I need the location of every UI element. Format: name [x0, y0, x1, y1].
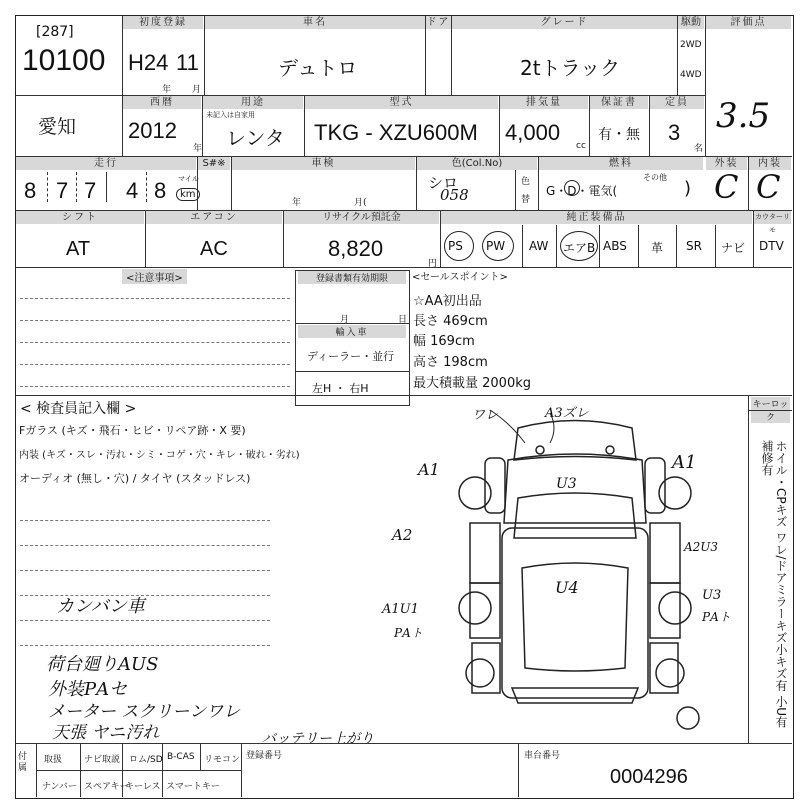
diagram-mark: A1U1 [382, 602, 419, 617]
mileage-digit: 7 [56, 178, 69, 203]
equip-sr-label: SR [686, 239, 702, 253]
reg-era: H24 [128, 50, 169, 75]
mileage-label: 走行 [16, 157, 196, 170]
shift-value: AT [66, 238, 91, 260]
diagram-mark: A2 [392, 526, 413, 544]
diagram-mark: U3 [702, 588, 722, 603]
inspector-interior: 内装 (キズ・スレ・汚れ・シミ・コゲ・穴・キレ・破れ・劣れ) [19, 450, 300, 461]
ac-value: AC [200, 238, 228, 260]
diagram-mark: ΡΑト [394, 626, 423, 640]
sales-point: 最大積載量 2000kg [413, 376, 531, 391]
color-label: 色(Col.No) [417, 157, 537, 170]
footer-label: キーレス [125, 782, 161, 792]
year: 2012 [128, 118, 177, 143]
drive-2wd: 2WD [680, 40, 702, 50]
recolor-top: 色 [521, 177, 531, 187]
hand-note: カンバン車 [56, 596, 145, 617]
fuel-close: ) [684, 178, 692, 199]
hand-note: メーター スクリーンワレ [48, 702, 241, 722]
grade-label: グレード [452, 16, 677, 29]
reg-no-label: 登録番号 [246, 751, 283, 761]
cutout-label: カウターリモ [755, 213, 790, 234]
color: シロ [428, 174, 459, 192]
footer-label: スペアキー [84, 782, 129, 792]
side-legend: ホイル・CPキズ ワレ/ドアミラーキズ小キズ有 小U有 補修有 [760, 440, 788, 729]
footer-label: 取扱 [44, 755, 63, 765]
hand-note: 天張 ヤニ汚れ [52, 723, 160, 743]
model-label: 型式 [305, 96, 498, 109]
import-label: 輸入車 [298, 325, 406, 338]
interior-label: 内装 [749, 157, 791, 170]
equip-aw-label: AW [529, 239, 549, 253]
fuel-diesel-circle [564, 180, 580, 196]
recycle-value: 8,820 [328, 236, 384, 261]
vehicle-diagram [400, 398, 745, 743]
usage-label: 用途 [203, 96, 303, 109]
displacement-label: 排気量 [500, 96, 588, 109]
sales-point: ☆AA初出品 [413, 294, 482, 309]
sales-point: 高さ 198cm [413, 355, 488, 370]
lot-prefix: [287] [36, 24, 74, 40]
caution-label: <注意事項> [122, 269, 187, 284]
mileage-digit: 4 [126, 178, 139, 203]
equip-abs-label: ABS [603, 239, 627, 253]
interior-grade: C [756, 168, 781, 206]
equip-navi-label: ナビ [721, 241, 746, 255]
accessories-label: 付属 [18, 752, 28, 773]
equip-label: 純正装備品 [441, 211, 752, 224]
west-label: 西暦 [123, 96, 201, 109]
reg-month: 11 [176, 50, 199, 75]
chassis-label: 車台番号 [524, 751, 561, 761]
recolor-bottom: 替 [521, 195, 531, 205]
diagram-mark: A1 [672, 452, 697, 473]
usage-note: 未記入は自家用 [206, 111, 255, 119]
chassis-number: 0004296 [610, 766, 688, 788]
grade: 2tトラック [520, 56, 621, 80]
door-label: ドア [426, 17, 451, 28]
meter-label: S#※ [198, 157, 230, 170]
reg-valid-label: 登録書類有効期限 [298, 271, 406, 284]
footer-label: スマートキー [166, 782, 220, 792]
footer-label: ナンバー [42, 782, 77, 792]
diagram-mark: A1 [418, 460, 440, 479]
warranty-label: 保証書 [590, 96, 648, 109]
equip-pw-label: PW [486, 239, 506, 253]
mileage-digit: 8 [154, 178, 167, 203]
inspector-glass: Fガラス (キズ・飛石・ヒビ・リペア跡・X 要) [19, 424, 246, 437]
mileage-digit: 8 [24, 178, 37, 203]
diagram-mark: U3 [556, 476, 577, 492]
drive-4wd: 4WD [680, 70, 702, 80]
insp-month-unit: 月( [354, 198, 367, 208]
footer-label: ナビ取説 [84, 755, 121, 765]
year-unit: 年 [193, 144, 203, 154]
shift-label: シフト [16, 211, 144, 224]
footer-label: B-CAS [167, 752, 195, 762]
handle-option: 左H ・ 右H [312, 382, 369, 395]
battery-note: バッテリー上がり [262, 731, 374, 747]
fuel-other: その他 [643, 173, 667, 182]
footer-label: リモコン [204, 755, 241, 765]
mileage-digit: 7 [84, 178, 97, 203]
reg-valid-month: 月 [340, 315, 350, 325]
diagram-mark: ΡΑト [702, 610, 731, 624]
car-name: デュトロ [278, 56, 358, 80]
drive-label: 駆動 [678, 16, 704, 29]
capacity-unit: 名 [694, 144, 704, 154]
score-value: 3.5 [716, 96, 771, 136]
diagram-mark: A3ズレ [545, 406, 589, 421]
reg-valid-day: 日 [398, 315, 408, 325]
inspection-label: 車検 [232, 157, 415, 170]
inspector-audio: オーディオ (無し・穴) / タイヤ (スタッドレス) [19, 472, 251, 485]
model: TKG - XZU600M [314, 120, 478, 145]
hand-note: 荷台廻りAUS [46, 654, 159, 675]
ac-label: エアコン [146, 211, 282, 224]
hand-note: 外装ΡΑセ [48, 679, 128, 700]
score-label: 評価点 [706, 16, 791, 29]
cc-unit: cc [576, 141, 586, 151]
displacement: 4,000 [505, 120, 561, 145]
fuel-label: 燃料 [539, 157, 703, 170]
equip-airbag-label: エアB [563, 241, 596, 255]
fuel-options: G・D・電気( [546, 184, 618, 198]
sales-label: <セールスポイント> [412, 272, 508, 283]
capacity-label: 定員 [650, 96, 704, 109]
sales-point: 幅 169cm [413, 334, 475, 349]
color-no: 058 [440, 186, 469, 204]
yen-unit: 円 [428, 259, 438, 269]
usage: レンタ [226, 126, 285, 150]
equip-leather-label: 革 [651, 241, 664, 255]
reg-year-unit: 年 [162, 85, 172, 95]
insp-year-unit: 年 [292, 198, 302, 208]
capacity: 3 [668, 120, 681, 145]
exterior-label: 外装 [706, 157, 747, 170]
diagram-mark: ワレ [472, 408, 499, 423]
diagram-mark: U4 [555, 578, 579, 597]
keylock-label: キーロック [751, 397, 790, 423]
reg-month-unit: 月 [192, 85, 202, 95]
first-reg-label: 初度登録 [123, 16, 203, 29]
equip-dtv-label: DTV [759, 239, 784, 253]
inspector-title: < 検査員記入欄 > [20, 401, 137, 417]
diagram-mark: A2U3 [684, 540, 719, 554]
mileage-unit: km [176, 188, 200, 201]
dealer-option: ディーラー・並行 [307, 350, 395, 363]
equip-ps-label: PS [448, 239, 463, 253]
car-name-label: 車名 [205, 16, 425, 29]
region: 愛知 [38, 116, 77, 138]
recycle-label: リサイクル預託金 [284, 211, 439, 224]
warranty: 有・無 [598, 127, 640, 143]
exterior-grade: C [714, 168, 739, 206]
lot-number: 10100 [22, 44, 106, 77]
footer-label: ロム/SD [129, 755, 163, 765]
mileage-unit-top: マイル [178, 175, 199, 183]
sales-point: 長さ 469cm [413, 314, 488, 329]
